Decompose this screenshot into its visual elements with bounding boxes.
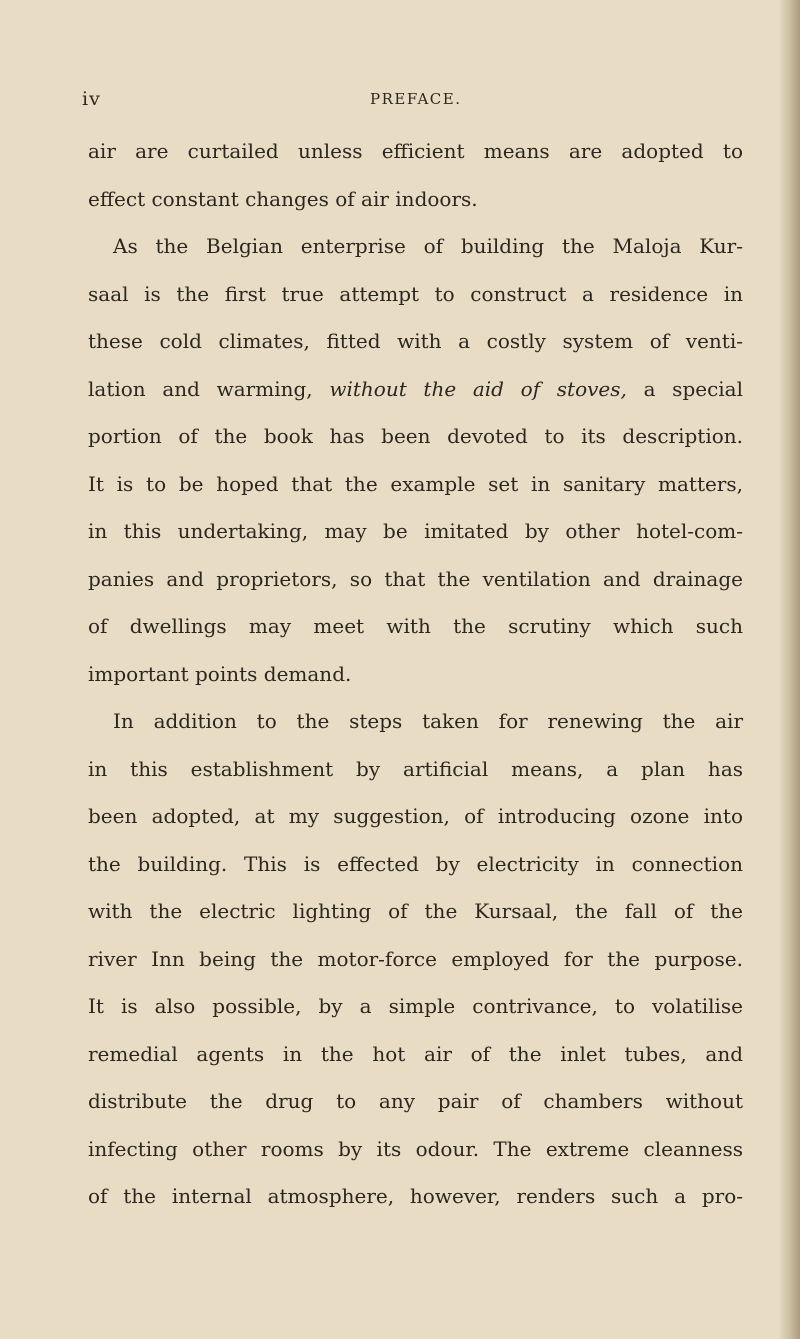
page-edge-shadow [778,0,800,1339]
text-line-with-italic [88,366,743,414]
text-line: of dwellings may meet with the scrutiny which such [88,614,743,638]
text-line: In addition to the steps taken for renewing the air [113,709,743,733]
text-line: As the Belgian enterprise of building the Maloja Kur- [113,234,743,258]
italic-text-run: without the aid of stoves, [329,376,627,401]
text-line: distribute the drug to any pair of chambers without [88,1089,743,1113]
text-line: in this undertaking, may be imitated by other hotel-com- [88,519,743,543]
text-line: air are curtailed unless efficient means are adopted to [88,139,743,163]
running-head: PREFACE. [370,90,462,108]
paragraph [88,128,743,223]
paragraph [88,223,743,698]
text-line: infecting other rooms by its odour. The extreme cleanness [88,1136,743,1161]
text-run: lation and warming, [88,376,330,401]
text-run: a special [626,376,743,401]
body-text [88,128,743,1221]
text-line: of the internal atmosphere, however, renders such a pro- [88,1184,743,1208]
text-line: panies and proprietors, so that the ventilation and drainage [88,566,743,591]
text-line: It is also possible, by a simple contrivance, to volatilise [88,994,743,1018]
page-header [0,88,800,118]
text-line: effect constant changes of air indoors. [88,186,478,211]
text-line: these cold climates, fitted with a costly system of venti- [88,329,743,353]
text-line: It is to be hoped that the example set in sanitary matters, [88,471,743,496]
text-line: saal is the first true attempt to construct a residence in [88,281,743,306]
text-line: river Inn being the motor-force employed for the purpose. [88,946,743,971]
text-line: remedial agents in the hot air of the inlet tubes, and [88,1041,743,1066]
page-number: iv [82,88,101,110]
text-line: been adopted, at my suggestion, of introducing ozone into [88,804,743,828]
text-line: in this establishment by artificial means, a plan has [88,756,743,781]
text-line: with the electric lighting of the Kursaal, the fall of the [88,899,743,923]
text-line: portion of the book has been devoted to its description. [88,424,743,448]
text-line: the building. This is effected by electricity in connection [88,851,743,876]
paragraph [88,698,743,1221]
text-line: important points demand. [88,661,352,686]
